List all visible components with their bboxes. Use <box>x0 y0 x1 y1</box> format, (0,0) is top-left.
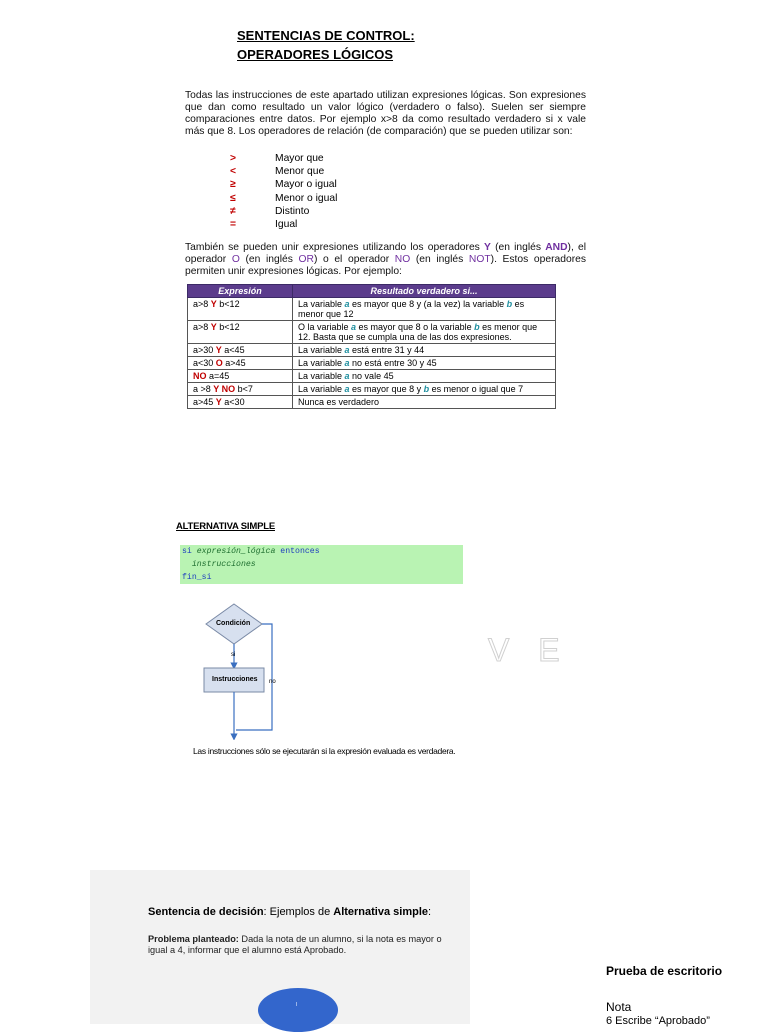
result-cell <box>293 357 556 370</box>
result-variable: a <box>344 358 350 368</box>
expr-operator: NO <box>193 371 207 381</box>
result-cell <box>293 370 556 383</box>
result-text: La variable <box>298 358 345 368</box>
operator-row <box>230 178 337 191</box>
table-row <box>188 357 556 370</box>
result-text: O la variable <box>298 322 352 332</box>
prueba-escritorio-title: Prueba de escritorio <box>606 964 723 978</box>
alternativa-simple-title: ALTERNATIVA SIMPLE <box>176 521 275 532</box>
operator-label: Menor o igual <box>275 192 338 204</box>
flow-si-label: si <box>231 652 236 658</box>
result-cell <box>293 383 556 396</box>
operator-row <box>230 152 337 165</box>
operator-symbol: < <box>230 166 237 178</box>
operator-row <box>230 192 337 205</box>
code-instrucciones: instrucciones <box>191 560 256 569</box>
escribe-aprobado: 6 Escribe “Aprobado” <box>606 1015 710 1027</box>
expr-part: a=45 <box>206 371 230 381</box>
result-cell <box>293 396 556 409</box>
combine-text: ). Estos operadores permiten unir expresiones lógicas. Por ejemplo: <box>185 254 587 277</box>
start-ellipse <box>258 988 338 1032</box>
result-text: está entre 31 y 44 <box>349 345 425 355</box>
page-title-line1: SENTENCIAS DE CONTROL: <box>237 28 415 43</box>
op-no: NO <box>394 254 411 265</box>
combine-paragraph <box>185 242 586 278</box>
result-variable: a <box>344 384 350 394</box>
result-text: Nunca es verdadero <box>298 397 380 407</box>
operator-symbol: > <box>230 153 237 164</box>
result-cell <box>293 344 556 357</box>
op-and: AND <box>545 242 568 253</box>
problem-text: Dada la nota de un alumno, si la nota es mayor o igual a 4, informar que el alumno está Aprobado. <box>148 934 442 955</box>
operator-label: Distinto <box>275 205 310 217</box>
expr-operator: Y NO <box>213 384 236 394</box>
operator-symbol: ≠ <box>230 205 236 217</box>
expr-operator: O <box>215 358 223 368</box>
expr-part: b<7 <box>235 384 253 394</box>
expr-part: a>8 <box>193 322 211 332</box>
table-row <box>188 396 556 409</box>
table-row <box>188 321 556 344</box>
page-title-line2: OPERADORES LÓGICOS <box>237 47 394 62</box>
result-text: es menor que 12 <box>298 299 525 319</box>
combine-text: (en inglés <box>410 254 469 265</box>
combine-text: ), el operador <box>185 242 586 265</box>
op-o: O <box>231 254 240 265</box>
expression-cell <box>188 383 293 396</box>
combine-text: (en inglés <box>490 242 546 253</box>
result-text: La variable <box>298 371 345 381</box>
result-variable: a <box>344 299 350 309</box>
expr-part: a<30 <box>193 358 216 368</box>
operator-label: Mayor o igual <box>275 179 337 191</box>
result-variable: a <box>351 322 357 332</box>
combine-text: (en inglés <box>239 254 299 265</box>
ellipse-label: I <box>296 1002 298 1008</box>
flow-condition-label: Condición <box>216 620 251 627</box>
result-text: es mayor que 8 o la variable <box>356 322 475 332</box>
expr-operator: Y <box>215 397 222 407</box>
op-not: NOT <box>468 254 491 265</box>
result-text: es menor o igual que 7 <box>429 384 524 394</box>
result-variable: b <box>474 322 480 332</box>
op-y: Y <box>484 242 491 253</box>
operator-row <box>230 218 337 231</box>
expression-cell <box>188 370 293 383</box>
operators-list <box>230 152 337 231</box>
expr-operator: Y <box>215 345 222 355</box>
code-expr: expresión_lógica <box>196 547 276 556</box>
result-text: es mayor que 8 y (a la vez) la variable <box>349 299 507 309</box>
expr-part: b<12 <box>216 322 240 332</box>
table-row <box>188 344 556 357</box>
table-row <box>188 370 556 383</box>
expression-cell <box>188 357 293 370</box>
result-text: La variable <box>298 299 345 309</box>
table-row <box>188 383 556 396</box>
expression-cell <box>188 396 293 409</box>
expr-part: b<12 <box>216 299 240 309</box>
code-fin-si: fin_si <box>182 573 212 582</box>
result-text: es mayor que 8 y <box>349 384 424 394</box>
watermark-text: V E <box>488 632 570 668</box>
expr-part: a<30 <box>221 397 245 407</box>
operator-symbol: ≤ <box>230 192 236 204</box>
result-text: La variable <box>298 345 345 355</box>
operator-row <box>230 165 337 178</box>
combine-text: ) o el operador <box>313 254 395 265</box>
nota-label: Nota <box>606 1000 632 1014</box>
operator-row <box>230 205 337 218</box>
result-cell <box>293 298 556 321</box>
expression-cell <box>188 321 293 344</box>
decision-title-end: : <box>428 906 432 918</box>
operator-label: Igual <box>275 219 298 231</box>
result-variable: b <box>423 384 430 394</box>
decision-problem <box>148 934 448 955</box>
decision-title <box>148 906 468 918</box>
result-text: es menor que 12. Basta que se cumpla una de las dos expresiones. <box>298 322 538 342</box>
op-or: OR <box>298 254 314 265</box>
combine-text: También se pueden unir expresiones utilizando los operadores <box>185 242 485 253</box>
code-entonces: entonces <box>280 547 320 556</box>
operator-label: Menor que <box>275 166 325 178</box>
decision-title-bold2: Alternativa simple <box>333 906 429 918</box>
flow-no-label: no <box>269 679 276 685</box>
expr-part: a>45 <box>222 358 246 368</box>
expr-part: a >8 <box>193 384 214 394</box>
expr-operator: Y <box>210 322 217 332</box>
expr-part: a>8 <box>193 299 211 309</box>
expression-cell <box>188 298 293 321</box>
intro-paragraph: Todas las instrucciones de este apartado utilizan expresiones lógicas. Son expresiones que dan como resultado un valor lógico (verdadero o falso). Suelen ser siempre comparaciones entre datos. Por ejemplo x>8 da como resultado verdadero si x vale más que 8. Los operadores de relación (de comparación) que se pueden utilizar son: <box>185 90 586 137</box>
operator-symbol: = <box>230 219 237 231</box>
flowchart-caption: Las instrucciones sólo se ejecutarán si la expresión evaluada es verdadera. <box>193 746 456 756</box>
result-variable: a <box>344 371 350 381</box>
table-header-resultado: Resultado verdadero si... <box>293 285 556 298</box>
result-text: no vale 45 <box>349 371 394 381</box>
expr-part: a>30 <box>193 345 216 355</box>
flow-instructions-label: Instrucciones <box>212 676 258 683</box>
expr-operator: Y <box>210 299 217 309</box>
table-row <box>188 298 556 321</box>
result-variable: a <box>344 345 350 355</box>
operator-label: Mayor que <box>275 153 324 164</box>
result-text: no está entre 30 y 45 <box>349 358 437 368</box>
code-si: si <box>182 547 192 556</box>
pseudocode-block <box>180 545 463 584</box>
table-header-expresion: Expresión <box>188 285 293 298</box>
decision-title-bold: Sentencia de decisión <box>148 906 264 918</box>
decision-title-text: : Ejemplos de <box>263 906 334 918</box>
problem-label: Problema planteado: <box>148 934 239 944</box>
expressions-table <box>187 284 556 409</box>
expr-part: a>45 <box>193 397 216 407</box>
operator-symbol: ≥ <box>230 179 236 191</box>
result-cell <box>293 321 556 344</box>
result-variable: b <box>506 299 513 309</box>
expression-cell <box>188 344 293 357</box>
result-text: La variable <box>298 384 345 394</box>
expr-part: a<45 <box>221 345 245 355</box>
